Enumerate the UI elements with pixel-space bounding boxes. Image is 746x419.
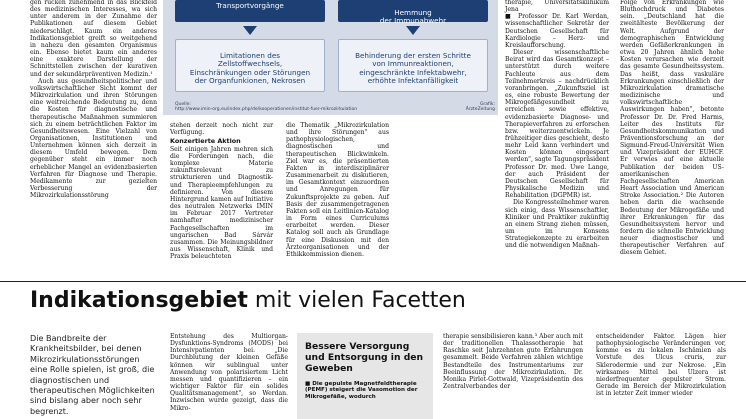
info-box-item: ■ Die gepulste Magnetfeldtherapie (PEMF) steigert die Vasomotion der Mikrogefäße, wodurch — [305, 380, 418, 401]
immune-box — [338, 0, 488, 26]
column-beirat — [505, 0, 609, 249]
immune-reaction-box — [338, 39, 488, 92]
immune-label: Hemmung der Immunabwehr — [379, 7, 447, 26]
section-heading: Konzertierte Aktion — [170, 137, 241, 146]
microcirculation-infographic — [163, 0, 498, 115]
body-paragraph: Die Kongressteilnehmer waren sich einig, dass Wissenschaftler, Kliniker und Praktiker zukünftig an einem Strang ziehen müssen, um im Konsens Strategiekonzepte zu erarbeiten und die notwendigen Maßnah- — [505, 199, 609, 250]
source-label: Quelle: — [175, 102, 191, 107]
body-paragraph: gen rücken zunehmend in das Blickfeld des medizinischen Interesses, wa sich unter anderem in der Zunahme der Publikationen auf diesem Gebiet niederschlägt. Kaum ein anderes Indikationsgebiet greift so weitgehend in nahezu den gesamten Organismus ein. Ebenso bietet kaum ein anderes eine exaktere Darstellung der Schnittstellen zwischen der kurativen und der sekundärpräventiven Medizin.¹ — [30, 0, 157, 78]
info-box-title: Bessere Versorgung und Entsorgung in den Geweben — [305, 341, 424, 375]
source-url: http://www.imin-org.eu/index.php/de/kooperationen/institut-fuer-mikrozirkulation — [175, 107, 358, 113]
body-paragraph: Folge von Erkrankungen wie Bluthochdruck und Diabetes sein. „Deutschland hat die zweitälteste Bevölkerung der Welt. Aufgrund der demographischen Entwicklung werden Gefäßerkrankungen in etwa 20 Jahren ähnlich hohe Kosten verursachen wie derzeit das gesamte Gesundheitssystem. Das heißt, dass vaskuläre Erkrankungen einschließlich der Mikrozirkulation dramatische medizinische und volkswirtschaftliche Auswirkungen haben", betonte Professor Dr. Dr. Fred Harms, Leiter des Instituts für Gesundheitskommunikation und Präventionsforschung an der Sigmund-Freud-Universität Wien und Vizepräsident der EUHCF. Er verwies auf eine aktuelle Publikation der beiden US-amerikanischen Fachgesellschaften American Heart Association und American Stroke Association.² Die Autoren heben darin die wachsende Bedeutung der Mikrogefäße und ihrer Erkrankungen für das Gesundheitssystem hervor und fordern die schnelle Entwicklung neuer diagnostischer und therapeutischer Verfahren auf diesem Gebiet. — [620, 0, 724, 257]
body-paragraph: stehen derzeit noch nicht zur Verfügung. — [170, 122, 273, 137]
body-paragraph: therapie, Universitätsklinikum Jena — [505, 0, 609, 14]
body-paragraph: Dieser wissenschaftliche Beirat wird das Gesamtkonzept – unterstützt durch weitere Fachleute aus dem Teilnehmerkreis – nachdrücklich voranbringen. „Zukunftsziel ist es, eine robuste Bewertung der Mikrogefäßgesundheit zu erreichen sowie effektive, evidenzbasierte Diagnose- und Therapieverfahren zu erforschen bzw. weiterzuentwickeln. Je frühzeitiger dies geschieht, desto mehr Leid kann verhindert und Kosten können eingespart werden", sagte Tagungspräsident Professor Dr. med. Uwe Lange, der auch Präsident der Deutschen Gesellschaft für Physikalische Medizin und Rehabilitation (DGPMR) ist. — [505, 49, 609, 200]
column-konzertierte-aktion — [170, 122, 273, 260]
article-headline — [30, 288, 466, 314]
intro-text: Die Bandbreite der Krankheitsbilder, bei denen Mikrozirkulationsstörungen eine Rolle spielen, ist groß, die diagnostischen und therapeutischen Möglichkeiten sind bislang aber noch sehr begrenzt. — [30, 333, 155, 416]
immune-reaction-label: Behinderung der ersten Schritte von Immunreaktionen, eingeschränkte Infektabwehr, erhöhte Infektanfälligkeit — [355, 50, 471, 86]
headline-rest: mit vielen Facetten — [247, 288, 466, 313]
body-paragraph: Seit einigen Jahren mehren sich die Forderungen nach, die komplexe Materie zukunftsrelevant zu strukturieren und Diagnostik- und Therapieempfehlungen zu definieren. Von diesem Hintergrund kamen auf Initiative des neutralen Netzwerks IMIN im Februar 2017 Vertreter namhafter medizinischer Fachgesellschaften im ungarischen Bad Sárvár zusammen. Die Meinungsbildner aus Wissenschaft, Klinik und Praxis beleuchteten — [170, 145, 273, 261]
column-thematik — [286, 122, 389, 258]
cell-metabolism-box — [175, 39, 325, 92]
down-arrow-icon — [406, 26, 420, 35]
column-mods — [170, 333, 288, 412]
headline-bold: Indikationsgebiet — [30, 288, 248, 313]
column-ulcus — [596, 333, 726, 397]
body-paragraph: therapie sensibilisieren kann.³ Aber auch mit der traditionellen Thalassotherapie hat Raschke seit Jahrzehnten gute Erfahrungen gesammelt. Beide Verfahren zählen wichtige Bestandteile des Instrumentariums zur Beeinflussung der Mikrozirkulation. Dr. Monika Pirlet-Gottwald, Vizepräsidentin des Zentralverbandes der — [443, 333, 583, 391]
down-arrow-icon — [243, 26, 257, 35]
body-paragraph: Auch aus gesundheitspolitischer und volkswirtschaftlicher Sicht kommt der Mikrozirkulation und ihren Störungen eine weitreichende Bedeutung zu, denn die Kosten für diagnostische und therapeutische Maßnahmen summieren sich zu einem beträchtlichen Faktor im Gesundheitswesen. Eine Vielzahl von Organisationen, Institutionen und Unternehmen können sich derzeit in diesem Umfeld bewegen. Dem gegenüber steht ein immer noch erheblicher Mangel an evidenzbasierten Verfahren für Diagnose und Therapie. Medikamente zur gezielten Verbesserung der Mikrozirkulationsstörung — [30, 77, 157, 200]
column-demographie — [620, 0, 724, 257]
cell-metabolism-label: Limitationen des Zellstoffwechsels, Einschränkungen oder Störungen der Organfunkionen, Nekrosen — [189, 50, 311, 86]
figure-source — [175, 102, 425, 113]
body-paragraph: entscheidender Faktor. Lägen hier pathophysiologische Veränderungen vor, komme es zu lokalen Ischämien als Vorstufe des Ulcus cruris, zur Sklerodermie und zur Nekrose. „Ein wirksames Mittel bei Ulzera ist niederfrequenter gepulster Strom. Gerade im Bereich der Mikrozirkulation ist in letzter Zeit immer wieder — [596, 333, 726, 398]
figure-credit: Grafik: ÄrzteZeitung — [465, 102, 495, 113]
body-paragraph: ■ Professor Dr. Karl Werdan, wissenschaftlicher Sekretär der Deutschen Gesellschaft für Kardiologie – Herz- und Kreislaufforschung. — [505, 13, 609, 49]
article-intro — [30, 333, 158, 416]
body-paragraph: die Thematik „Mikrozirkulation und ihre Störungen" aus pathophysiologischen, diagnostischen und therapeutischen Blickwinkeln. Ziel war es, die präsentierten Fakten in interdisziplinärer Zusammenarbeit zu diskutieren, im Gesamtkontext einzuordnen und Anregungen für Zukunftsprojekte zu geben. Auf Basis der zusammengetragenen Fakten soll ein Leitlinien-Katalog in Form eines Curriculums erarbeitet werden. Dieser Katalog soll auch als Grundlage für eine Diskussion mit den Ärzteorganisationen und der Ethikkommission dienen. — [286, 122, 389, 258]
info-box — [297, 333, 433, 419]
transport-box — [175, 0, 325, 22]
body-paragraph: Entstehung des Multiorgan-Dysfunktions-Syndroms (MODS) bei Intensivpatienten bei. „Die Durchblutung der kleinen Gefäße können wir sublingual unter Anwendung von polarisiertem Licht messen und quantifizieren – ein wichtiger Faktor für ein solides Qualitätsmanagement", so Werdan. Inzwischen wurde gezeigt, dass die Mikro- — [170, 333, 288, 412]
column-thalasso — [443, 333, 583, 390]
section-divider — [0, 281, 746, 282]
transport-label: Transportvorgänge — [216, 1, 284, 10]
top-left-column — [30, 0, 157, 199]
